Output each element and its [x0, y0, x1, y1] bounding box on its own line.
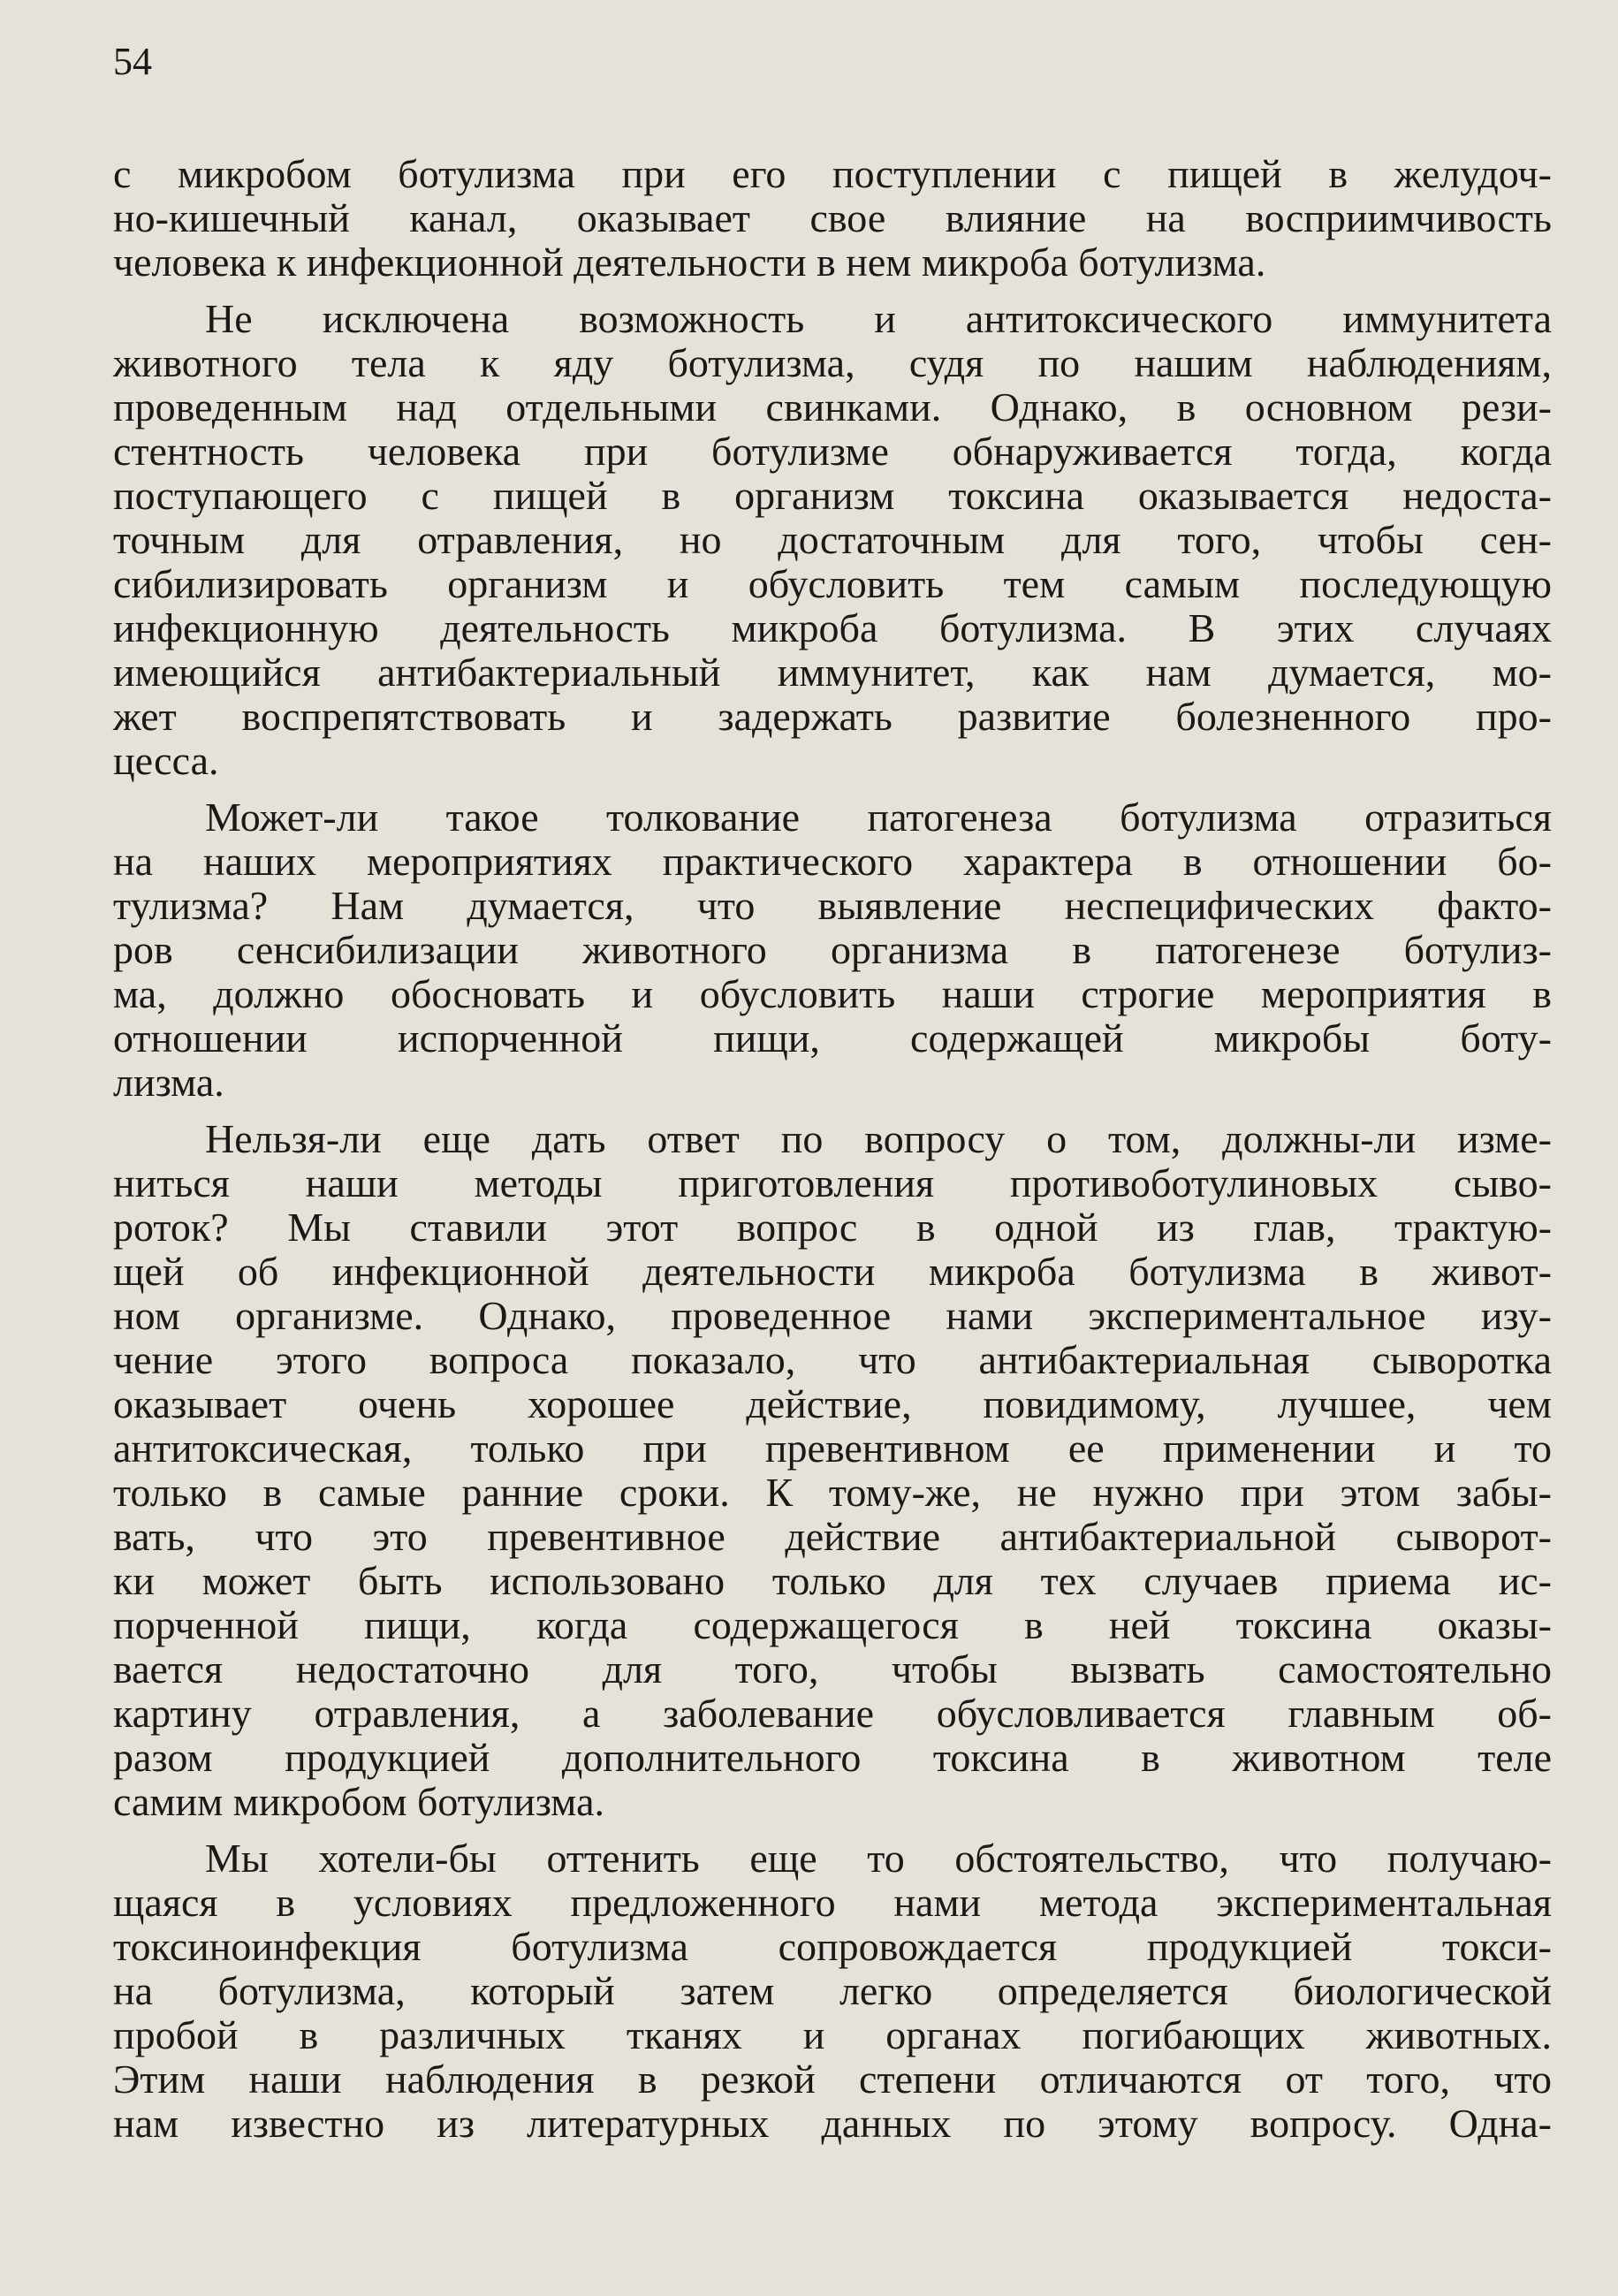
text-line: Нельзя-ли еще дать ответ по вопросу о том, должны-ли изме-: [205, 1116, 1552, 1161]
text-line: оказывает очень хорошее действие, повидимому, лучшее, чем: [113, 1381, 1552, 1426]
text-line: нам известно из литературных данных по этому вопросу. Одна-: [113, 2101, 1552, 2146]
text-line: жет воспрепятствовать и задержать развитие болезненного про-: [113, 694, 1552, 739]
text-line: токсиноинфекция ботулизма сопровождается продукцией токси-: [113, 1924, 1552, 1969]
text-line: имеющийся антибактериальный иммунитет, как нам думается, мо-: [113, 650, 1552, 695]
text-line: щей об инфекционной деятельности микроба ботулизма в живот-: [113, 1249, 1552, 1294]
text-line: поступающего с пищей в организм токсина оказывается недоста-: [113, 473, 1552, 518]
text-line: ма, должно обосновать и обусловить наши строгие мероприятия в: [113, 971, 1552, 1016]
text-line: на ботулизма, который затем легко определяется биологической: [113, 1968, 1552, 2013]
text-line: Этим наши наблюдения в резкой степени отличаются от того, что: [113, 2057, 1552, 2102]
text-line: Может-ли такое толкование патогенеза ботулизма отразиться: [205, 794, 1552, 840]
text-line: порченной пищи, когда содержащегося в ней токсина оказы-: [113, 1602, 1552, 1647]
text-line: ки может быть использовано только для тех случаев приема ис-: [113, 1558, 1552, 1603]
paragraph: [113, 795, 1552, 1105]
text-line: человека к инфекционной деятельности в нем микроба ботулизма.: [113, 239, 1266, 285]
text-line: разом продукцией дополнительного токсина в животном теле: [113, 1735, 1552, 1780]
text-line: пробой в различных тканях и органах погибающих животных.: [113, 2012, 1552, 2057]
paragraph: [113, 297, 1552, 783]
text-line: антитоксическая, только при превентивном ее применении и то: [113, 1425, 1552, 1471]
paragraph: [113, 1836, 1552, 2146]
text-line: роток? Мы ставили этот вопрос в одной из глав, трактую-: [113, 1205, 1552, 1250]
text-line: отношении испорченной пищи, содержащей микробы боту-: [113, 1015, 1552, 1061]
text-line: но-кишечный канал, оказывает свое влияние на восприимчивость: [113, 195, 1552, 240]
text-line: щаяся в условиях предложенного нами метода экспериментальная: [113, 1880, 1552, 1925]
body-text: [113, 152, 1552, 2158]
text-line: только в самые ранние сроки. К тому-же, не нужно при этом забы-: [113, 1470, 1552, 1515]
text-line: картину отравления, а заболевание обусловливается главным об-: [113, 1691, 1552, 1736]
text-line: ров сенсибилизации животного организма в патогенезе ботулиз-: [113, 927, 1552, 972]
text-line: лизма.: [113, 1060, 224, 1105]
text-line: точным для отравления, но достаточным для того, чтобы сен-: [113, 517, 1552, 562]
text-line: инфекционную деятельность микроба ботулизма. В этих случаях: [113, 605, 1552, 650]
text-line: животного тела к яду ботулизма, судя по нашим наблюдениям,: [113, 340, 1552, 385]
text-line: ниться наши методы приготовления противоботулиновых сыво-: [113, 1160, 1552, 1205]
text-line: на наших мероприятиях практического характера в отношении бо-: [113, 839, 1552, 884]
text-line: вать, что это превентивное действие антибактериальной сыворот-: [113, 1514, 1552, 1559]
text-line: чение этого вопроса показало, что антибактериальная сыворотка: [113, 1337, 1552, 1382]
text-line: цесса.: [113, 738, 219, 783]
text-line: самим микробом ботулизма.: [113, 1779, 605, 1824]
text-line: тулизма? Нам думается, что выявление неспецифических факто-: [113, 883, 1552, 928]
text-line: Мы хотели-бы оттенить еще то обстоятельство, что получаю-: [205, 1836, 1552, 1881]
text-line: стентность человека при ботулизме обнаруживается тогда, когда: [113, 429, 1552, 474]
text-line: проведенным над отдельными свинками. Однако, в основном рези-: [113, 384, 1552, 430]
text-line: ном организме. Однако, проведенное нами экспериментальное изу-: [113, 1293, 1552, 1338]
text-line: сибилизировать организм и обусловить тем самым последующую: [113, 561, 1552, 606]
paragraph: [113, 1117, 1552, 1824]
paragraph: [113, 152, 1552, 285]
page-number: 54: [113, 40, 152, 83]
text-line: Не исключена возможность и антитоксического иммунитета: [205, 296, 1552, 341]
text-line: с микробом ботулизма при его поступлении с пищей в желудоч-: [113, 151, 1552, 196]
text-line: вается недостаточно для того, чтобы вызвать самостоятельно: [113, 1646, 1552, 1692]
